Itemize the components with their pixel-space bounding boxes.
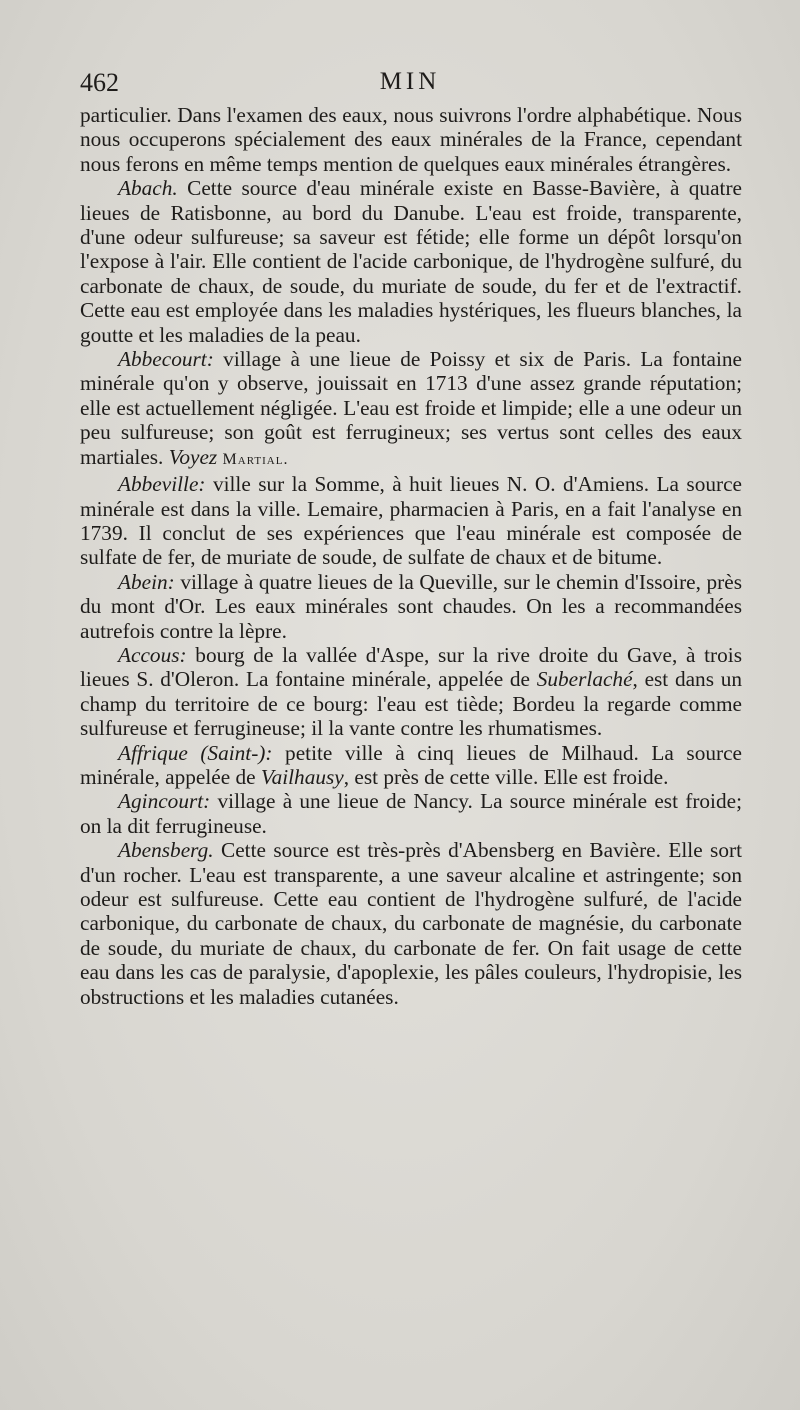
running-head: MIN [379, 68, 441, 95]
entry-text: village à une lieue de Poissy et six de Paris. La fontaine minérale qu'on y observe, jouissait en 1713 d'une assez grande réputation; elle est actuellement négligée. L'eau est froide et limpide; elle a une odeur un peu sulfureuse; son goût est ferrugineux; ses vertus sont celles des eaux martiales. [80, 347, 742, 469]
page-header [80, 68, 740, 102]
entry-text: village à une lieue de Nancy. La source minérale est froide; on la dit ferrugineuse. [80, 789, 742, 838]
entry-italic: Suberlaché [536, 667, 633, 692]
entry-text: Cette source d'eau minérale existe en Basse-Bavière, à quatre lieues de Ratisbonne, au bord du Danube. L'eau est froide, transparente, d'une odeur sulfureuse; sa saveur est fétide; elle forme un dépôt lorsqu'on l'expose à l'air. Elle contient de l'acide carbonique, de l'hydrogène sulfuré, du carbonate de chaux, de soude, du muriate de soude, du fer et de l'extractif. Cette eau est employée dans les maladies hystériques, les flueurs blanches, la goutte et les maladies de la peau. [80, 176, 742, 347]
entry-accous [80, 643, 742, 741]
page-number: 462 [80, 68, 119, 97]
entry-term: Affrique (Saint-): [118, 740, 273, 765]
entry-italic: Vailhausy [260, 764, 344, 789]
entry-term: Agincourt: [118, 789, 211, 814]
entry-abein [80, 570, 742, 643]
see-target: Martial. [222, 450, 289, 468]
entry-term: Abbecourt: [118, 347, 214, 372]
entry-abbecourt [80, 347, 742, 472]
body-text [80, 103, 742, 1009]
entry-text: Cette source est très-près d'Abensberg en Bavière. Elle sort d'un rocher. L'eau est transparente, a une saveur alcaline et astringente; son odeur est sulfureuse. Cette eau contient de l'hydrogène sulfuré, de l'acide carbonique, du carbonate de chaux, du carbonate de magnésie, du carbonate de soude, du muriate de chaux, du carbonate de fer. On fait usage de cette eau dans les cas de paralysie, d'apoplexie, les pâles couleurs, l'hydropisie, les obstructions et les maladies cutanées. [80, 838, 742, 1009]
entry-term: Abein: [118, 569, 175, 594]
entry-term: Abbeville: [118, 472, 206, 497]
intro-text: particulier. Dans l'examen des eaux, nous suivrons l'ordre alphabétique. Nous nous occuperons spécialement des eaux minérales de la France, cependant nous ferons en même temps mention de quelques eaux minérales étrangères. [80, 103, 742, 176]
entry-abbeville [80, 472, 742, 570]
entry-term: Abensberg. [118, 838, 214, 863]
entry-affrique [80, 741, 742, 790]
entry-abach [80, 176, 742, 347]
entry-text: ville sur la Somme, à huit lieues N. O. d'Amiens. La source minérale est dans la ville. Lemaire, pharmacien à Paris, en a fait l'analyse en 1739. Il conclut de ses expériences que l'eau minérale est composée de sulfate de fer, de muriate de soude, de sulfate de chaux et de bitume. [80, 472, 742, 570]
entry-text-after: , est dans un champ du territoire de ce bourg: l'eau est tiède; Bordeu la regarde comme sulfureuse et ferrugineuse; il la vante contre les rhumatismes. [80, 667, 742, 741]
entry-agincourt [80, 789, 742, 838]
entry-term: Accous: [118, 642, 187, 667]
entry-text: bourg de la vallée d'Aspe, sur la rive droite du Gave, à trois lieues S. d'Oleron. La fontaine minérale, appelée de [80, 642, 742, 692]
entry-text-after: , est près de cette ville. Elle est froide. [343, 764, 669, 789]
entry-text: petite ville à cinq lieues de Milhaud. La source minérale, appelée de [80, 740, 742, 789]
entry-term: Abach. [118, 176, 178, 201]
entry-abensberg [80, 838, 742, 1009]
intro-paragraph [80, 103, 742, 176]
entry-text: village à quatre lieues de la Queville, sur le chemin d'Issoire, près du mont d'Or. Les eaux minérales sont chaudes. On les a recommandées autrefois contre la lèpre. [80, 569, 742, 643]
see-label: Voyez [168, 444, 218, 469]
